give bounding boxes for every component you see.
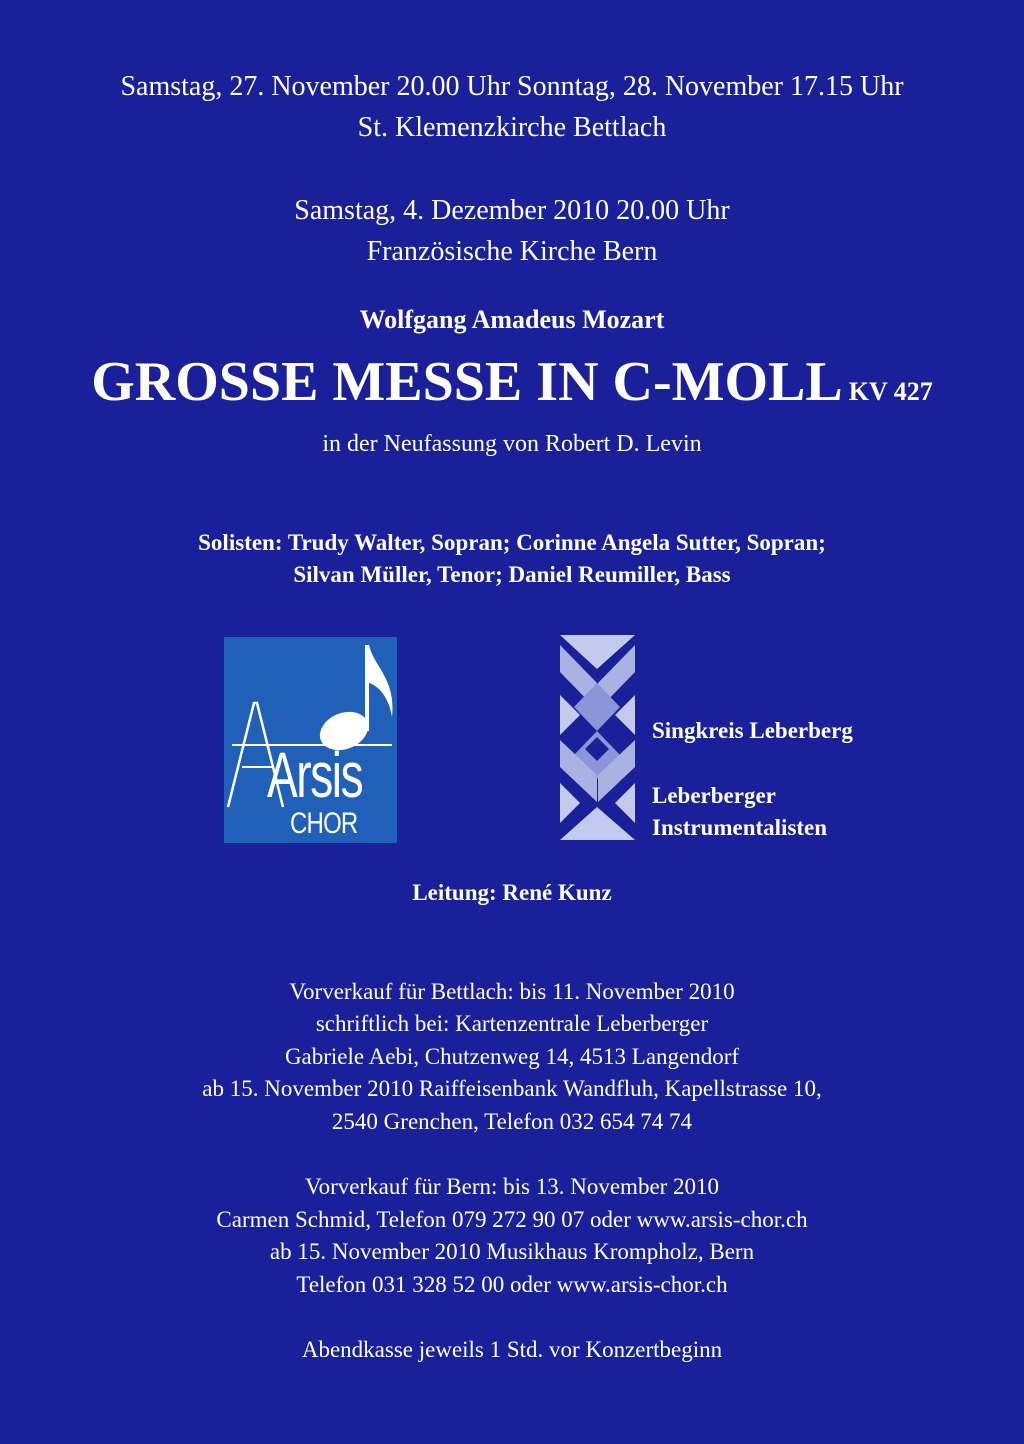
- version-note: in der Neufassung von Robert D. Levin: [322, 431, 702, 457]
- venue-bettlach: St. Klemenzkirche Bettlach: [357, 112, 667, 143]
- soloists-line-1: Solisten: Trudy Walter, Sopran; Corinne Angela Sutter, Sopran;: [198, 530, 826, 555]
- arsis-wordmark: Arsis: [267, 739, 363, 811]
- presale-bern-line: Carmen Schmid, Telefon 079 272 90 07 oder www.arsis-chor.ch: [216, 1207, 808, 1232]
- presale-bern-line: Telefon 031 328 52 00 oder www.arsis-chor.ch: [296, 1272, 728, 1297]
- event-dates-bettlach: Samstag, 27. November 20.00 Uhr Sonntag, 28. November 17.15 Uhr: [120, 71, 904, 102]
- instrumentalisten-label-2: Instrumentalisten: [652, 815, 828, 840]
- soloists-line-2: Silvan Müller, Tenor; Daniel Reumiller, Bass: [293, 562, 731, 587]
- composer-name: Wolfgang Amadeus Mozart: [359, 305, 665, 334]
- work-title-line: [0, 350, 1024, 414]
- work-title: GROSSE MESSE IN C-MOLL: [91, 351, 843, 413]
- presale-bettlach-line: Vorverkauf für Bettlach: bis 11. November 2010: [289, 979, 735, 1004]
- box-office-note: Abendkasse jeweils 1 Std. vor Konzertbeginn: [301, 1337, 723, 1362]
- presale-bettlach-line: 2540 Grenchen, Telefon 032 654 74 74: [331, 1109, 693, 1134]
- presale-bern-line: Vorverkauf für Bern: bis 13. November 2010: [304, 1174, 720, 1199]
- event-date-bern: Samstag, 4. Dezember 2010 20.00 Uhr: [294, 195, 730, 226]
- arsis-chor-label: CHOR: [290, 807, 358, 840]
- presale-bettlach-line: Gabriele Aebi, Chutzenweg 14, 4513 Langendorf: [284, 1044, 740, 1069]
- singkreis-leberberg-label: Singkreis Leberberg: [652, 718, 853, 743]
- presale-bettlach-line: schriftlich bei: Kartenzentrale Leberberger: [315, 1011, 709, 1036]
- work-catalog-number: KV 427: [848, 377, 933, 406]
- conductor: Leitung: René Kunz: [412, 880, 612, 905]
- presale-bern-line: ab 15. November 2010 Musikhaus Krompholz, Bern: [269, 1239, 755, 1264]
- instrumentalisten-label-1: Leberberger: [652, 783, 776, 808]
- venue-bern: Französische Kirche Bern: [366, 236, 658, 267]
- presale-bettlach-line: ab 15. November 2010 Raiffeisenbank Wandfluh, Kapellstrasse 10,: [202, 1076, 822, 1101]
- arsis-chor-logo: [224, 637, 397, 843]
- chevron-pattern-icon: [560, 635, 635, 840]
